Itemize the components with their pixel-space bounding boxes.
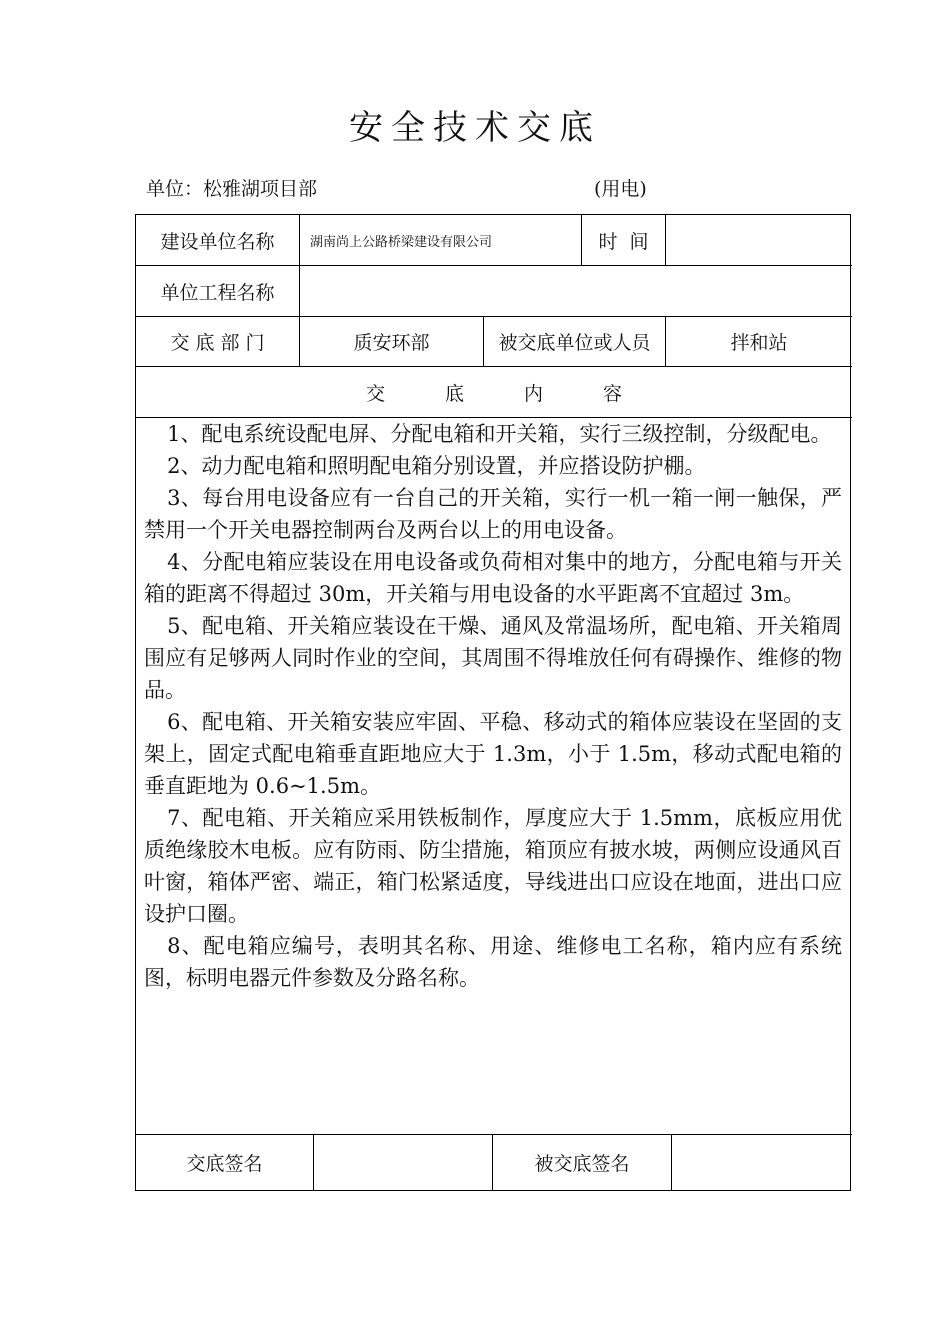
- time-label: 时 间: [582, 215, 666, 266]
- sign-label: 交底签名: [136, 1134, 314, 1190]
- unit-label: 单位：松雅湖项目部: [146, 178, 318, 200]
- recipient-sign-label: 被交底签名: [493, 1134, 672, 1190]
- dept-value: 质安环部: [300, 317, 484, 367]
- briefing-table: [135, 214, 851, 1191]
- briefing-content: [144, 418, 842, 994]
- construction-unit-value: 湖南尚上公路桥梁建设有限公司: [300, 215, 582, 266]
- recipient-value: 拌和站: [666, 317, 852, 367]
- project-value[interactable]: [300, 266, 852, 317]
- project-label: 单位工程名称: [136, 266, 300, 317]
- category-label: (用电): [594, 178, 647, 200]
- content-header: 交底内容: [136, 367, 852, 418]
- document-title: 安全技术交底: [349, 108, 601, 148]
- recipient-label: 被交底单位或人员: [484, 317, 666, 367]
- dept-label: 交 底 部 门: [136, 317, 300, 367]
- content-item: 2、动力配电箱和照明配电箱分别设置，并应搭设防护棚。: [167, 454, 706, 478]
- content-item: 6、配电箱、开关箱安装应牢固、平稳、移动式的箱体应装设在坚固的支架上，固定式配电箱垂直距地应大于 1.3m，小于 1.5m，移动式配电箱的垂直距地为 0.6~1.5m。: [144, 710, 842, 798]
- construction-unit-label: 建设单位名称: [136, 215, 300, 266]
- time-value[interactable]: [666, 215, 852, 266]
- content-item: 4、分配电箱应装设在用电设备或负荷相对集中的地方，分配电箱与开关箱的距离不得超过 30m，开关箱与用电设备的水平距离不宜超过 3m。: [144, 550, 842, 606]
- content-item: 8、配电箱应编号，表明其名称、用途、维修电工名称，箱内应有系统图，标明电器元件参数及分路名称。: [144, 934, 842, 990]
- sign-value[interactable]: [314, 1134, 493, 1190]
- content-item: 7、配电箱、开关箱应采用铁板制作，厚度应大于 1.5mm，底板应用优质绝缘胶木电板。应有防雨、防尘措施，箱顶应有披水坡，两侧应设通风百叶窗，箱体严密、端正，箱门松紧适度，导线进出口应设在地面，进出口应设护口圈。: [144, 806, 842, 926]
- recipient-sign-value[interactable]: [672, 1134, 852, 1190]
- content-item: 3、每台用电设备应有一台自己的开关箱，实行一机一箱一闸一触保，严禁用一个开关电器控制两台及两台以上的用电设备。: [144, 486, 842, 542]
- content-item: 1、配电系统设配电屏、分配电箱和开关箱，实行三级控制，分级配电。: [167, 422, 832, 446]
- content-item: 5、配电箱、开关箱应装设在干燥、通风及常温场所，配电箱、开关箱周围应有足够两人同时作业的空间，其周围不得堆放任何有碍操作、维修的物品。: [144, 614, 842, 702]
